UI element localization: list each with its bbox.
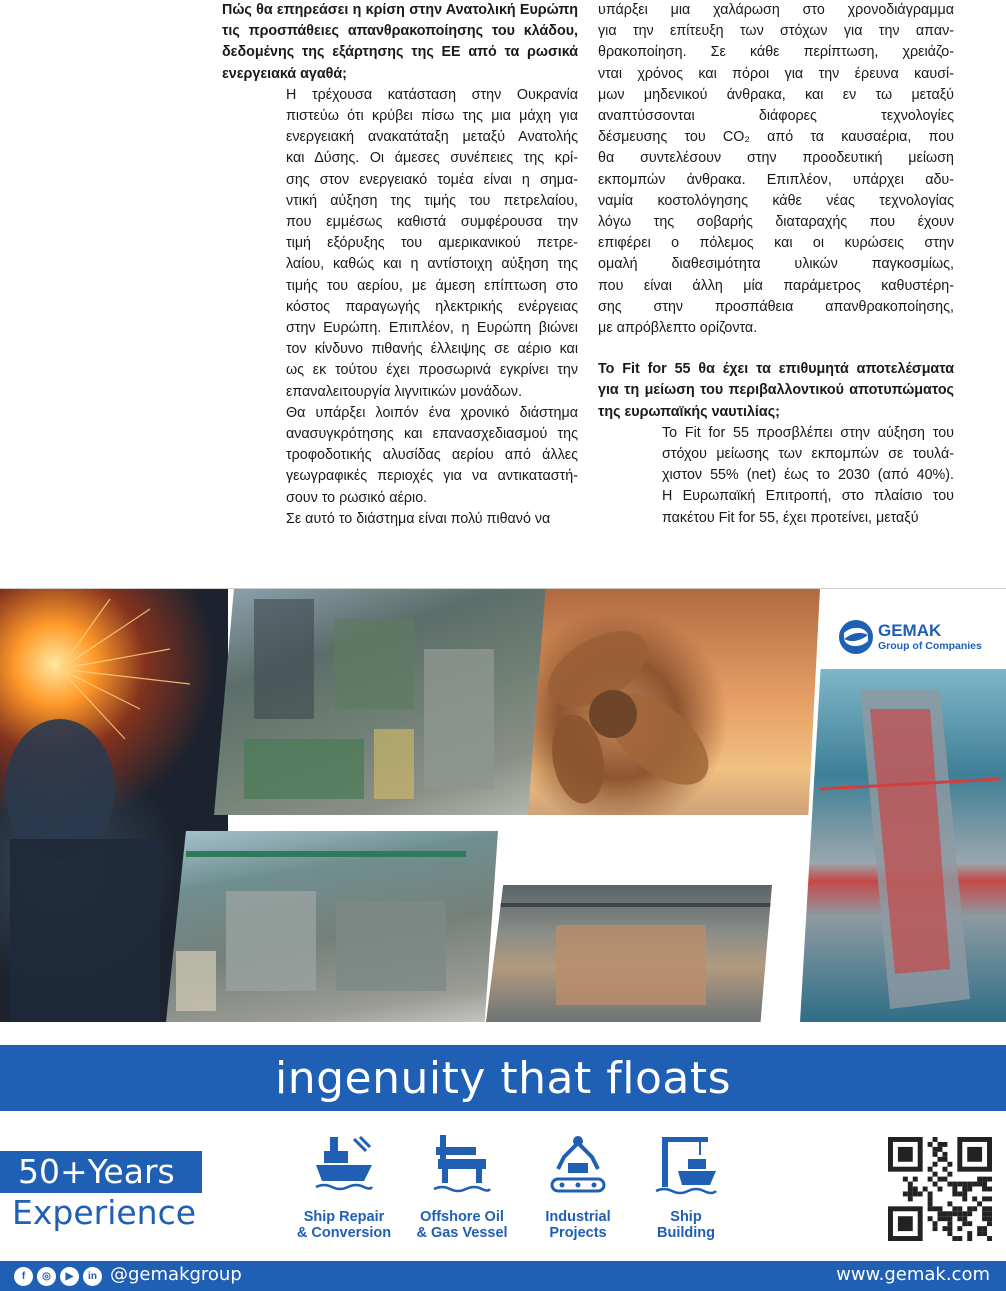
answer-paragraph [222, 509, 578, 530]
instagram-icon[interactable]: ◎ [37, 1267, 56, 1286]
text-line: για τη μείωση του περιβαλλοντικού αποτυπώματος [598, 382, 954, 399]
text-line: αναπτύσσονται διάφορες τεχνολογίες [598, 108, 954, 125]
service-ship-repair [284, 1133, 404, 1241]
text-line: Το Fit for 55 προσβλέπει στην αύξηση του [662, 424, 954, 441]
service-label: Ship Repair & Conversion [296, 1209, 392, 1241]
text-line: ανασυγκρότησης και επανασχεδιασμού της [286, 426, 578, 443]
text-line: λαίου, καθώς και η αντίστοιχη αύξηση της [286, 256, 578, 273]
text-line: θα συντελέσουν στην προοδευτική μείωση [598, 150, 954, 167]
text-line: ενεργειακή ανακατάταξη μεταξύ Ανατολής [286, 129, 578, 146]
text-line: τον κίνδυνο πιθανής έλλειψης σε αέριο και [286, 341, 578, 358]
text-line: Το Fit for 55 θα έχει τα επιθυμητά αποτελέσματα [598, 361, 954, 378]
offshore-rig-icon [432, 1133, 492, 1197]
years-badge [0, 1151, 202, 1193]
answer-paragraph [598, 0, 954, 339]
text-line: ομαλή διαθεσιμότητα υλικών παγκοσμίως, [598, 256, 954, 273]
shipyard-docks-photo [166, 831, 498, 1022]
service-label: Ship Building [657, 1209, 715, 1241]
linkedin-icon[interactable]: in [83, 1267, 102, 1286]
service-label: Offshore Oil & Gas Vessel [416, 1209, 508, 1241]
text-line: και Δύσης. Οι άμεσες συνέπειες της κρί- [286, 150, 578, 167]
crane-ship-icon [654, 1133, 718, 1197]
text-line: Σε αυτό το διάστημα είναι πολύ πιθανό να [286, 510, 551, 527]
social-icons [14, 1267, 102, 1286]
ship-in-dock-photo [800, 669, 1006, 1022]
years-text: 50+Years [18, 1152, 175, 1191]
text-line: δέσμευσης του CO₂ από τα καυσαέρια, που [598, 129, 954, 146]
experience-text: Experience [12, 1193, 197, 1232]
text-line: τιμής του αερίου, με άμεση επίπτωση στο [286, 277, 578, 294]
social-handle[interactable]: @gemakgroup [110, 1264, 242, 1285]
text-line: επιφέρει ο πόλεμος και οι κυρώσεις στην [598, 235, 954, 252]
facebook-icon[interactable]: f [14, 1267, 33, 1286]
text-line: που είναι άλλη μία παράμετρος καθυστέρη- [598, 277, 954, 294]
text-line: Θα υπάρξει λοιπόν ένα χρονικό διάστημα [286, 404, 578, 421]
propeller-photo [528, 589, 820, 815]
text-line: πιστεύω ότι κρύβει πίσω της μια μάχη για [286, 108, 578, 125]
factory-interior-photo [486, 885, 772, 1022]
article-left-column [222, 0, 578, 530]
ad-footer [0, 1261, 1006, 1291]
text-line: στην Ευρώπη. Επιπλέον, η Ευρώπη βιώνει [286, 320, 578, 337]
text-line: τιμή εξόρυξης του αμερικανικού πετρε- [286, 235, 578, 252]
text-line: Η τρέχουσα κατάσταση στην Ουκρανία [286, 86, 578, 103]
service-label: Industrial Projects [545, 1209, 611, 1241]
text-line: ναμία κοστολόγησης κάθε νέας τεχνολογίας [598, 192, 954, 209]
text-line: γεωγραφικές περιοχές για να αντικαταστή- [286, 468, 578, 485]
text-line: σης στην προσπάθεια απανθρακοποίησης, [598, 298, 954, 315]
gemak-advertisement [0, 588, 1006, 1291]
answer-paragraph [598, 423, 954, 529]
logo-subtitle: Group of Companies [878, 640, 982, 652]
text-line: σης στον ενεργειακό τομέα είναι η σημα- [286, 171, 578, 188]
qr-code[interactable] [888, 1137, 992, 1241]
text-line: που εμμέσως καθιστά συμφέρουσα την [286, 214, 578, 231]
text-line: νται χρόνος και πόροι για την έρευνα καυσί- [598, 65, 954, 82]
text-line: κόστος παραγωγής ηλεκτρικής ενέργειας [286, 298, 578, 315]
interview-question [598, 359, 954, 423]
answer-paragraph [222, 403, 578, 509]
tagline: ingenuity that floats [275, 1053, 731, 1104]
interview-question: Πώς θα επηρεάσει η κρίση στην Ανατολική Ευρώπη τις προσπάθειες απανθρακοποίησης του κλάδου, δεδομένης της εξάρτησης της ΕΕ από τα ρωσικά ενεργειακά αγαθά; [222, 2, 578, 82]
text-line: θρακοποίηση. Σε κάθε περίπτωση, χρειάζο- [598, 44, 954, 61]
text-line: στόχου μείωσης των εκπομπών σε τουλά- [662, 446, 954, 463]
website-link[interactable]: www.gemak.com [836, 1264, 990, 1285]
service-shipbuilding [626, 1133, 746, 1241]
text-line: εκπομπών άνθρακα. Επιπλέον, υπάρχει αδυ- [598, 171, 954, 188]
text-line: επαναλειτουργία λιγνιτικών μονάδων. [286, 383, 523, 400]
ship-repair-icon [314, 1133, 374, 1197]
robotic-arm-icon [548, 1133, 608, 1197]
gemak-logo-icon [838, 619, 874, 655]
text-line: πακέτου Fit for 55, έχει προτείνει, μεταξύ [662, 509, 919, 526]
logo-name: GEMAK [878, 621, 942, 640]
text-line: λόγω της σοβαρής διαταραχής που έχουν [598, 214, 954, 231]
text-line: μων μηδενικού άνθρακα, και εν τω μεταξύ [598, 86, 954, 103]
text-line: για την επίτευξη των στόχων για την απαν- [598, 23, 954, 40]
text-line: τροφοδοτικής αλυσίδας αερίου από άλλες [286, 447, 578, 464]
text-line: υπάρξει μια χαλάρωση στο χρονοδιάγραμμα [598, 2, 954, 18]
text-line: ντική αύξηση της τιμής του πετρελαίου, [286, 192, 578, 209]
tagline-band [0, 1045, 1006, 1111]
service-offshore [402, 1133, 522, 1241]
article-right-column [598, 0, 954, 529]
shipyard-aerial-photo [214, 589, 546, 815]
text-line: σουν το ρωσικό αέριο. [286, 489, 428, 506]
service-industrial [518, 1133, 638, 1241]
text-line: με απρόβλεπτο ορίζοντα. [598, 320, 758, 337]
youtube-icon[interactable]: ▶ [60, 1267, 79, 1286]
text-line: Η Ευρωπαϊκή Επιτροπή, στο πλαίσιο του [662, 488, 954, 505]
answer-paragraph [222, 85, 578, 403]
text-line: της ευρωπαϊκής ναυτιλίας; [598, 403, 780, 420]
text-line: ως εκ τούτου έχει προσωρινά εγκρίνει την [286, 362, 578, 379]
text-line: χιστον 55% (net) έως το 2030 (από 40%). [662, 467, 954, 484]
